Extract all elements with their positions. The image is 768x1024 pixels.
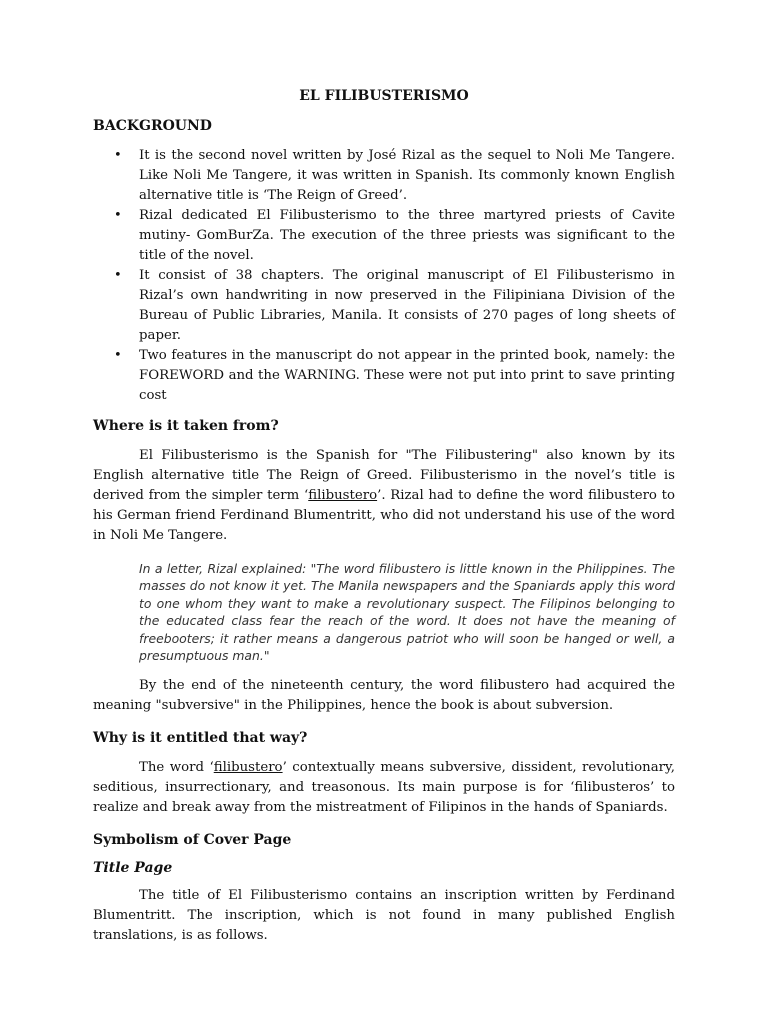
where-text-a: El Filibusterismo is the Spanish for "The Filibustering" also known by its English alternative title The Reign of Greed. Filibusterismo in the novel’s title is derived from the simpler term ‘	[93, 448, 675, 503]
filibustero-term: filibustero	[308, 488, 378, 503]
background-heading: BACKGROUND	[93, 118, 212, 134]
filibustero-term: filibustero	[213, 760, 283, 776]
title-page-paragraph: The title of El Filibusterismo contains an inscription written by Ferdinand Blumentritt. The inscription, which is not found in many published English translations, is as follows.	[93, 888, 675, 944]
title-page-heading: Title Page	[93, 860, 173, 877]
where-paragraph-2: By the end of the nineteenth century, the word filibustero had acquired the meaning "subversive" in the Philippines, hence the book is about subversion.	[93, 678, 675, 714]
list-item	[93, 206, 675, 266]
rizal-letter-quote: In a letter, Rizal explained: "The word filibustero is little known in the Philippines. The masses do not know it yet. The Manila newspapers and the Spaniards apply this word to one whom they want to make a revolutionary suspect. The Filipinos belonging to the educated class fear the reach of the word. It does not have the meaning of freebooters; it rather means a dangerous patriot who will soon be hanged or well, a presumptuous man."	[139, 561, 675, 664]
list-item	[93, 146, 675, 206]
bullet-text: Rizal dedicated El Filibusterismo to the three martyred priests of Cavite mutiny- GomBurZa. The execution of the three priests was significant to the title of the novel.	[139, 208, 675, 263]
bullet-text: It is the second novel written by José Rizal as the sequel to Noli Me Tangere. Like Noli Me Tangere, it was written in Spanish. Its commonly known English alternative title is ‘The Reign of Greed’.	[139, 148, 675, 203]
bullet-icon: •	[114, 208, 122, 223]
why-paragraph	[93, 758, 675, 818]
where-paragraph-1	[93, 446, 675, 546]
bullet-icon: •	[114, 148, 122, 163]
bullet-icon: •	[114, 268, 122, 283]
bullet-text: Two features in the manuscript do not appear in the printed book, namely: the FOREWORD and the WARNING. These were not put into print to save printing cost	[139, 348, 675, 403]
document-title: EL FILIBUSTERISMO	[299, 88, 469, 104]
where-text-b: ’. Rizal had to define the word filibustero to his German friend Ferdinand Blumentritt, who did not understand his use of the word in Noli Me Tangere.	[93, 488, 676, 543]
bullet-text: It consist of 38 chapters. The original manuscript of El Filibusterismo in Rizal’s own handwriting in now preserved in the Filipiniana Division of the Bureau of Public Libraries, Manila. It consists of 270 pages of long sheets of paper.	[139, 268, 675, 343]
list-item	[93, 266, 675, 346]
where-heading: Where is it taken from?	[93, 418, 279, 434]
why-text-a: The word ‘	[139, 760, 214, 776]
why-text-b: ’ contextually means subversive, dissident, revolutionary, seditious, insurrectionary, and treasonous. Its main purpose is for ‘filibusteros’ to realize and break away from the mistreatment of Filipinos in the hands of Spaniards.	[93, 760, 675, 816]
list-item	[93, 346, 675, 406]
background-bullet-list	[93, 146, 675, 406]
why-heading: Why is it entitled that way?	[93, 730, 308, 747]
symbolism-heading: Symbolism of Cover Page	[93, 832, 292, 849]
bullet-icon: •	[114, 348, 122, 363]
